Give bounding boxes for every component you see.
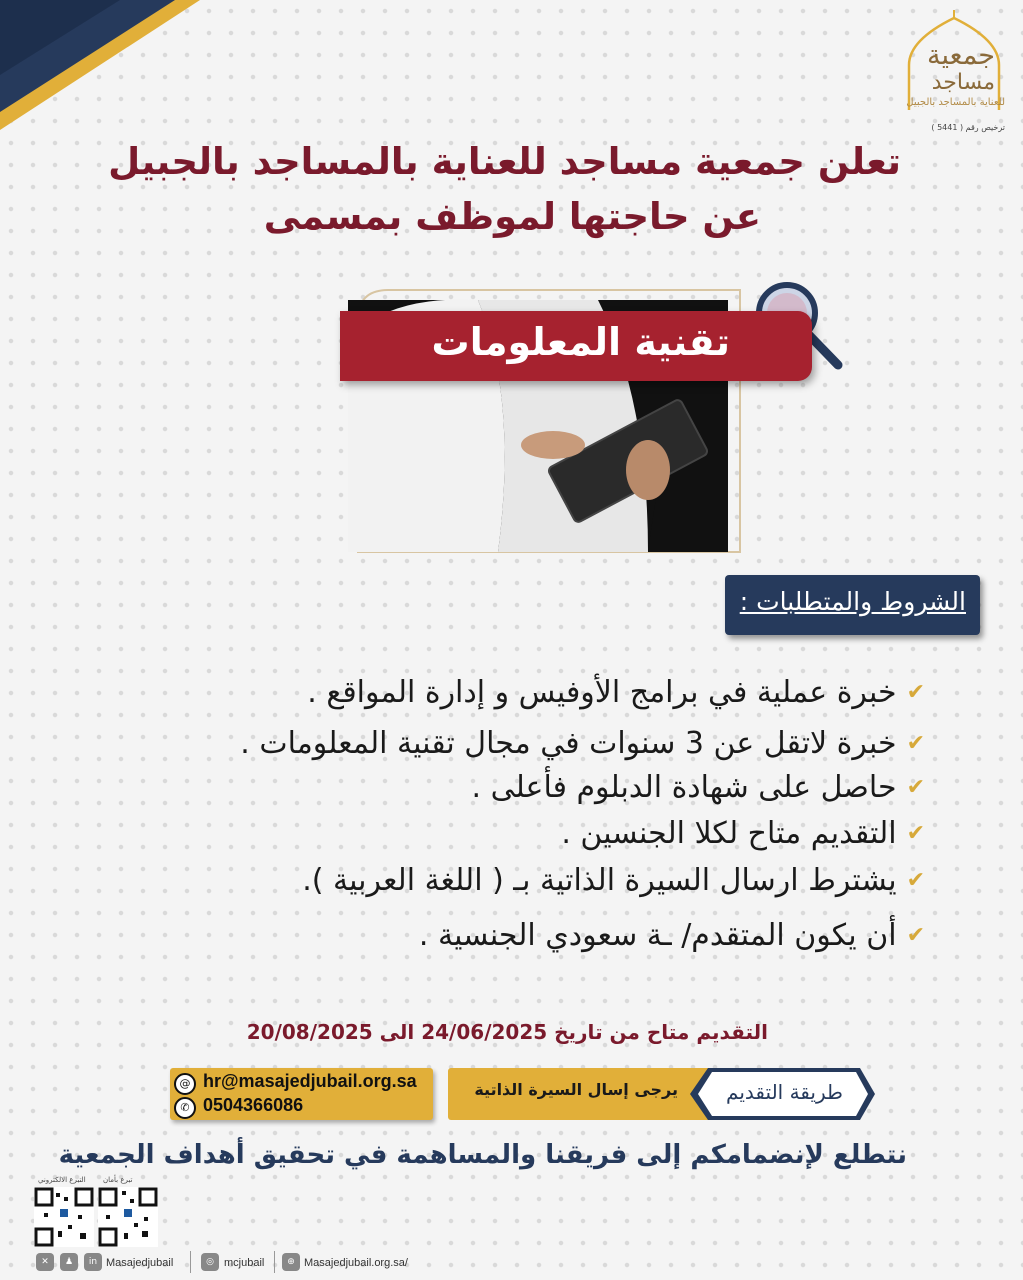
website-link[interactable]: Masajedjubail.org.sa/ [304, 1257, 408, 1269]
social-handle[interactable]: Masajedjubail [106, 1257, 174, 1269]
check-icon: ✔ [906, 731, 925, 756]
apply-instruction-bar [448, 1068, 708, 1120]
requirements-title: الشروط والمتطلبات : [739, 587, 966, 616]
requirement-text: التقديم متاح لكلا الجنسين . [561, 816, 897, 851]
requirement-text: حاصل على شهادة الدبلوم فأعلى . [471, 770, 897, 805]
qr-label-safe: تبرع بأمان [103, 1176, 133, 1184]
divider [274, 1251, 275, 1273]
qr-code-icon[interactable] [98, 1187, 158, 1247]
announcement-subheading: عن حاجتها لموظف بمسمى [263, 195, 761, 238]
requirement-item [561, 816, 925, 851]
closing-slogan: نتطلع لإنضمامكم إلى فريقنا والمساهمة في تحقيق أهداف الجمعية [58, 1140, 907, 1170]
divider [190, 1251, 191, 1273]
snapchat-icon[interactable]: ♟ [60, 1253, 78, 1271]
association-logo [895, 10, 1013, 132]
check-icon: ✔ [906, 680, 925, 705]
contact-email[interactable]: hr@masajedjubail.org.sa [203, 1071, 417, 1091]
instagram-handle[interactable]: mcjubail [224, 1257, 265, 1269]
requirement-text: يشترط ارسال السيرة الذاتية بـ ( اللغة العربية ). [302, 863, 897, 898]
job-title-banner [340, 311, 812, 381]
check-icon: ✔ [906, 923, 925, 948]
corner-decoration [0, 0, 210, 135]
logo-license: ترخيص رقم ( 5441 ) [931, 123, 1005, 132]
logo-text-line2: مساجد [931, 70, 995, 95]
requirement-text: خبرة لاتقل عن 3 سنوات في مجال تقنية المعلومات . [240, 726, 897, 761]
qr-code-icon[interactable] [34, 1187, 94, 1247]
whatsapp-icon: ✆ [174, 1097, 196, 1119]
announcement-heading: تعلن جمعية مساجد للعناية بالمساجد بالجبيل [108, 140, 901, 183]
check-icon: ✔ [906, 821, 925, 846]
requirement-item [472, 770, 925, 805]
requirements-header [725, 575, 980, 635]
application-dates: التقديم متاح من تاريخ 24/06/2025 الى 20/08/2025 [246, 1020, 768, 1044]
email-icon: @ [174, 1073, 196, 1095]
contact-phone[interactable]: 0504366086 [203, 1095, 304, 1115]
requirement-item [419, 918, 925, 953]
instagram-icon[interactable]: ◎ [201, 1253, 219, 1271]
requirement-item [240, 726, 925, 761]
globe-icon[interactable]: ⊕ [282, 1253, 300, 1271]
check-icon: ✔ [906, 775, 925, 800]
check-icon: ✔ [906, 868, 925, 893]
apply-instruction: يرجى إسال السيرة الذاتية [474, 1080, 678, 1099]
job-title: تقنية المعلومات [431, 320, 730, 364]
x-icon[interactable]: ✕ [36, 1253, 54, 1271]
requirement-item [307, 675, 925, 710]
requirement-item [302, 863, 925, 898]
requirement-text: خبرة عملية في برامج الأوفيس و إدارة المواقع . [307, 675, 897, 710]
logo-text-line3: للعناية بالمساجد بالجبيل [906, 97, 1005, 108]
qr-label-donation: التبرع الالكتروني [38, 1176, 86, 1184]
apply-method-label: طريقة التقديم [726, 1080, 843, 1104]
logo-text-line1: جمعية [927, 40, 995, 71]
linkedin-icon[interactable]: in [84, 1253, 102, 1271]
contact-box [170, 1068, 433, 1120]
requirement-text: أن يكون المتقدم/ ـة سعودي الجنسية . [418, 918, 897, 953]
